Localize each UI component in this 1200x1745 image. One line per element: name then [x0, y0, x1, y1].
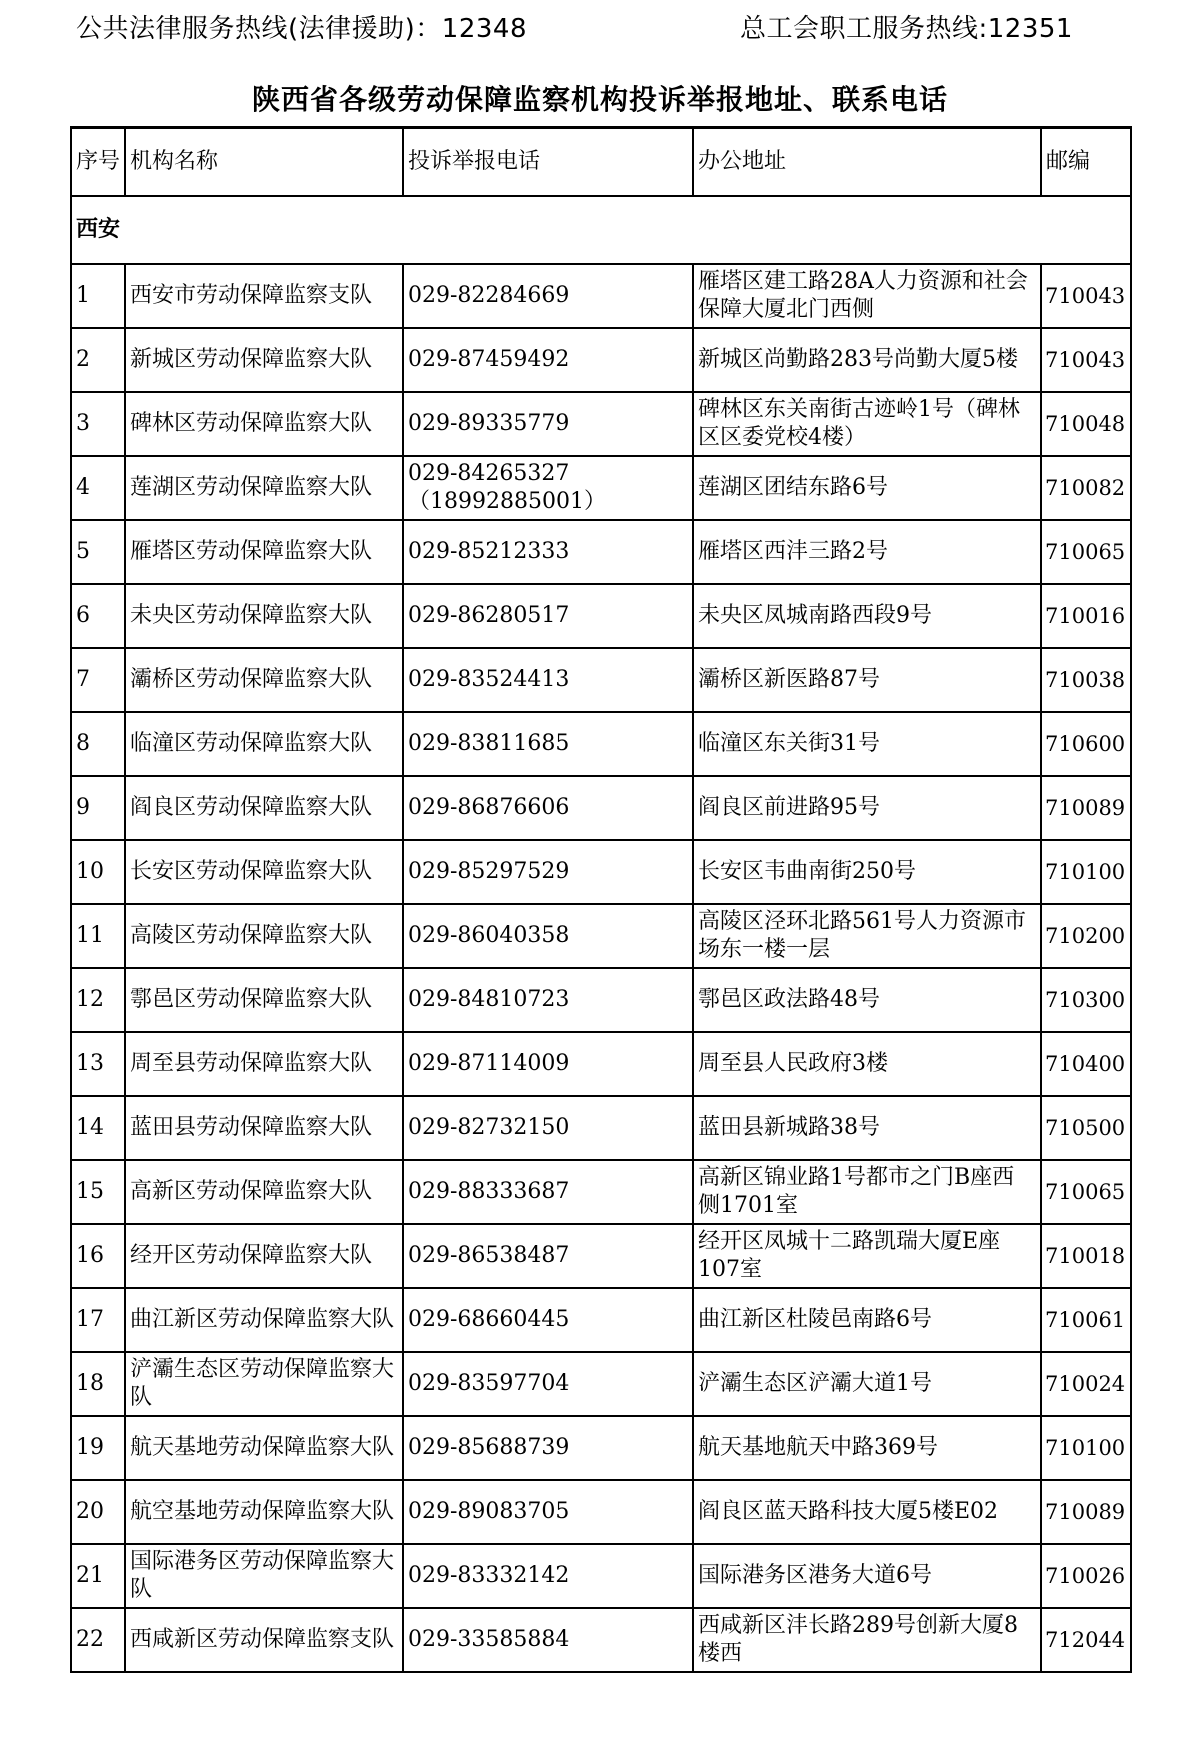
phone-primary: 029-87459492: [408, 347, 570, 372]
table-row: [71, 1160, 1131, 1224]
cell-phone: [403, 648, 693, 712]
phone-primary: 029-84810723: [408, 987, 570, 1012]
legal-aid-hotline: 公共法律服务热线(法律援助)：12348: [76, 14, 527, 44]
table-row: [71, 968, 1131, 1032]
cell-agency-name: 国际港务区劳动保障监察大队: [125, 1544, 403, 1608]
phone-primary: 029-33585884: [408, 1627, 570, 1652]
cell-number: 15: [71, 1160, 125, 1224]
cell-phone: [403, 776, 693, 840]
cell-phone: [403, 1416, 693, 1480]
cell-number: 1: [71, 264, 125, 328]
cell-zip: 710100: [1041, 1416, 1131, 1480]
cell-phone: [403, 392, 693, 456]
phone-primary: 029-83597704: [408, 1371, 570, 1396]
phone-primary: 029-86280517: [408, 603, 570, 628]
phone-primary: 029-85212333: [408, 539, 570, 564]
cell-zip: 710100: [1041, 840, 1131, 904]
union-hotline: 总工会职工服务热线:12351: [740, 14, 1073, 44]
cell-zip: 710065: [1041, 1160, 1131, 1224]
cell-zip: 710024: [1041, 1352, 1131, 1416]
cell-number: 17: [71, 1288, 125, 1352]
cell-phone: [403, 584, 693, 648]
cell-zip: 710026: [1041, 1544, 1131, 1608]
cell-zip: 710016: [1041, 584, 1131, 648]
cell-address: 周至县人民政府3楼: [693, 1032, 1041, 1096]
table-row: [71, 520, 1131, 584]
cell-address: 曲江新区杜陵邑南路6号: [693, 1288, 1041, 1352]
cell-address: 灞桥区新医路87号: [693, 648, 1041, 712]
cell-number: 11: [71, 904, 125, 968]
cell-phone: [403, 1032, 693, 1096]
cell-address: 碑林区东关南街古迹岭1号（碑林区区委党校4楼）: [693, 392, 1041, 456]
cell-zip: 710200: [1041, 904, 1131, 968]
cell-zip: 710061: [1041, 1288, 1131, 1352]
cell-agency-name: 鄠邑区劳动保障监察大队: [125, 968, 403, 1032]
cell-number: 21: [71, 1544, 125, 1608]
table-row: [71, 584, 1131, 648]
cell-agency-name: 西安市劳动保障监察支队: [125, 264, 403, 328]
table-row: [71, 264, 1131, 328]
cell-number: 9: [71, 776, 125, 840]
cell-number: 8: [71, 712, 125, 776]
phone-primary: 029-85297529: [408, 859, 570, 884]
cell-zip: 710089: [1041, 776, 1131, 840]
header-zip: 邮编: [1041, 128, 1131, 197]
table-row: [71, 840, 1131, 904]
cell-zip: 710500: [1041, 1096, 1131, 1160]
table-row: [71, 456, 1131, 520]
header-number: 序号: [71, 128, 125, 197]
cell-agency-name: 临潼区劳动保障监察大队: [125, 712, 403, 776]
cell-agency-name: 经开区劳动保障监察大队: [125, 1224, 403, 1288]
cell-address: 经开区凤城十二路凯瑞大厦E座107室: [693, 1224, 1041, 1288]
cell-agency-name: 航天基地劳动保障监察大队: [125, 1416, 403, 1480]
cell-agency-name: 灞桥区劳动保障监察大队: [125, 648, 403, 712]
cell-address: 临潼区东关街31号: [693, 712, 1041, 776]
phone-primary: 029-89083705: [408, 1499, 570, 1524]
cell-agency-name: 蓝田县劳动保障监察大队: [125, 1096, 403, 1160]
phone-primary: 029-83811685: [408, 731, 570, 756]
cell-zip: 710400: [1041, 1032, 1131, 1096]
cell-number: 7: [71, 648, 125, 712]
cell-address: 西咸新区沣长路289号创新大厦8楼西: [693, 1608, 1041, 1672]
cell-address: 新城区尚勤路283号尚勤大厦5楼: [693, 328, 1041, 392]
phone-primary: 029-82284669: [408, 283, 570, 308]
cell-phone: [403, 1160, 693, 1224]
header-agency-name: 机构名称: [125, 128, 403, 197]
cell-zip: 710043: [1041, 328, 1131, 392]
cell-phone: [403, 1544, 693, 1608]
cell-agency-name: 浐灞生态区劳动保障监察大队: [125, 1352, 403, 1416]
cell-address: 莲湖区团结东路6号: [693, 456, 1041, 520]
section-label: 西安: [71, 196, 1131, 264]
cell-agency-name: 曲江新区劳动保障监察大队: [125, 1288, 403, 1352]
table-row: [71, 328, 1131, 392]
phone-primary: 029-86538487: [408, 1243, 570, 1268]
cell-number: 5: [71, 520, 125, 584]
phone-primary: 029-89335779: [408, 411, 570, 436]
cell-address: 未央区凤城南路西段9号: [693, 584, 1041, 648]
cell-phone: [403, 1096, 693, 1160]
cell-phone: [403, 328, 693, 392]
cell-number: 16: [71, 1224, 125, 1288]
table-row: [71, 1032, 1131, 1096]
cell-phone: [403, 520, 693, 584]
cell-phone: [403, 968, 693, 1032]
cell-phone: [403, 840, 693, 904]
header-address: 办公地址: [693, 128, 1041, 197]
phone-primary: 029-68660445: [408, 1307, 570, 1332]
cell-phone: [403, 1288, 693, 1352]
table-row: [71, 1480, 1131, 1544]
cell-agency-name: 西咸新区劳动保障监察支队: [125, 1608, 403, 1672]
table-row: [71, 776, 1131, 840]
cell-phone: [403, 1352, 693, 1416]
cell-address: 鄠邑区政法路48号: [693, 968, 1041, 1032]
cell-agency-name: 高新区劳动保障监察大队: [125, 1160, 403, 1224]
cell-number: 19: [71, 1416, 125, 1480]
cell-zip: 712044: [1041, 1608, 1131, 1672]
cell-address: 阎良区蓝天路科技大厦5楼E02: [693, 1480, 1041, 1544]
table-row: [71, 1416, 1131, 1480]
table-row: [71, 392, 1131, 456]
cell-phone: [403, 264, 693, 328]
table-row: [71, 1352, 1131, 1416]
cell-address: 雁塔区建工路28A人力资源和社会保障大厦北门西侧: [693, 264, 1041, 328]
cell-phone: [403, 1224, 693, 1288]
cell-phone: [403, 456, 693, 520]
table-row: [71, 1608, 1131, 1672]
cell-zip: 710065: [1041, 520, 1131, 584]
cell-zip: 710600: [1041, 712, 1131, 776]
cell-zip: 710038: [1041, 648, 1131, 712]
cell-address: 浐灞生态区浐灞大道1号: [693, 1352, 1041, 1416]
table-row: [71, 648, 1131, 712]
phone-secondary: （18992885001）: [408, 489, 606, 514]
header-phone: 投诉举报电话: [403, 128, 693, 197]
cell-number: 22: [71, 1608, 125, 1672]
cell-number: 10: [71, 840, 125, 904]
phone-primary: 029-85688739: [408, 1435, 570, 1460]
cell-address: 高新区锦业路1号都市之门B座西侧1701室: [693, 1160, 1041, 1224]
cell-number: 12: [71, 968, 125, 1032]
cell-agency-name: 周至县劳动保障监察大队: [125, 1032, 403, 1096]
cell-address: 航天基地航天中路369号: [693, 1416, 1041, 1480]
phone-primary: 029-83332142: [408, 1563, 570, 1588]
cell-number: 14: [71, 1096, 125, 1160]
cell-address: 高陵区泾环北路561号人力资源市场东一楼一层: [693, 904, 1041, 968]
table-row: [71, 712, 1131, 776]
cell-agency-name: 碑林区劳动保障监察大队: [125, 392, 403, 456]
table-row: [71, 1288, 1131, 1352]
table-header-row: [71, 128, 1131, 197]
cell-phone: [403, 1480, 693, 1544]
cell-address: 雁塔区西沣三路2号: [693, 520, 1041, 584]
phone-primary: 029-86040358: [408, 923, 570, 948]
cell-agency-name: 新城区劳动保障监察大队: [125, 328, 403, 392]
cell-agency-name: 莲湖区劳动保障监察大队: [125, 456, 403, 520]
table-row: [71, 1224, 1131, 1288]
cell-zip: 710089: [1041, 1480, 1131, 1544]
cell-agency-name: 阎良区劳动保障监察大队: [125, 776, 403, 840]
cell-address: 国际港务区港务大道6号: [693, 1544, 1041, 1608]
table-row: [71, 1544, 1131, 1608]
cell-zip: 710043: [1041, 264, 1131, 328]
cell-address: 阎良区前进路95号: [693, 776, 1041, 840]
cell-phone: [403, 904, 693, 968]
cell-zip: 710300: [1041, 968, 1131, 1032]
table-row: [71, 904, 1131, 968]
cell-number: 2: [71, 328, 125, 392]
cell-address: 蓝田县新城路38号: [693, 1096, 1041, 1160]
cell-agency-name: 高陵区劳动保障监察大队: [125, 904, 403, 968]
agency-contact-table: [70, 126, 1132, 1673]
cell-zip: 710082: [1041, 456, 1131, 520]
cell-number: 3: [71, 392, 125, 456]
document-title: 陕西省各级劳动保障监察机构投诉举报地址、联系电话: [251, 83, 948, 116]
cell-number: 18: [71, 1352, 125, 1416]
cell-agency-name: 航空基地劳动保障监察大队: [125, 1480, 403, 1544]
cell-number: 6: [71, 584, 125, 648]
cell-agency-name: 雁塔区劳动保障监察大队: [125, 520, 403, 584]
cell-number: 13: [71, 1032, 125, 1096]
phone-primary: 029-88333687: [408, 1179, 570, 1204]
phone-primary: 029-82732150: [408, 1115, 570, 1140]
phone-primary: 029-86876606: [408, 795, 570, 820]
cell-phone: [403, 1608, 693, 1672]
cell-agency-name: 未央区劳动保障监察大队: [125, 584, 403, 648]
cell-number: 4: [71, 456, 125, 520]
cell-zip: 710048: [1041, 392, 1131, 456]
phone-primary: 029-87114009: [408, 1051, 570, 1076]
table-row: [71, 1096, 1131, 1160]
section-row: [71, 196, 1131, 264]
phone-primary: 029-84265327: [408, 461, 570, 486]
cell-zip: 710018: [1041, 1224, 1131, 1288]
cell-phone: [403, 712, 693, 776]
phone-primary: 029-83524413: [408, 667, 570, 692]
cell-number: 20: [71, 1480, 125, 1544]
cell-address: 长安区韦曲南街250号: [693, 840, 1041, 904]
cell-agency-name: 长安区劳动保障监察大队: [125, 840, 403, 904]
